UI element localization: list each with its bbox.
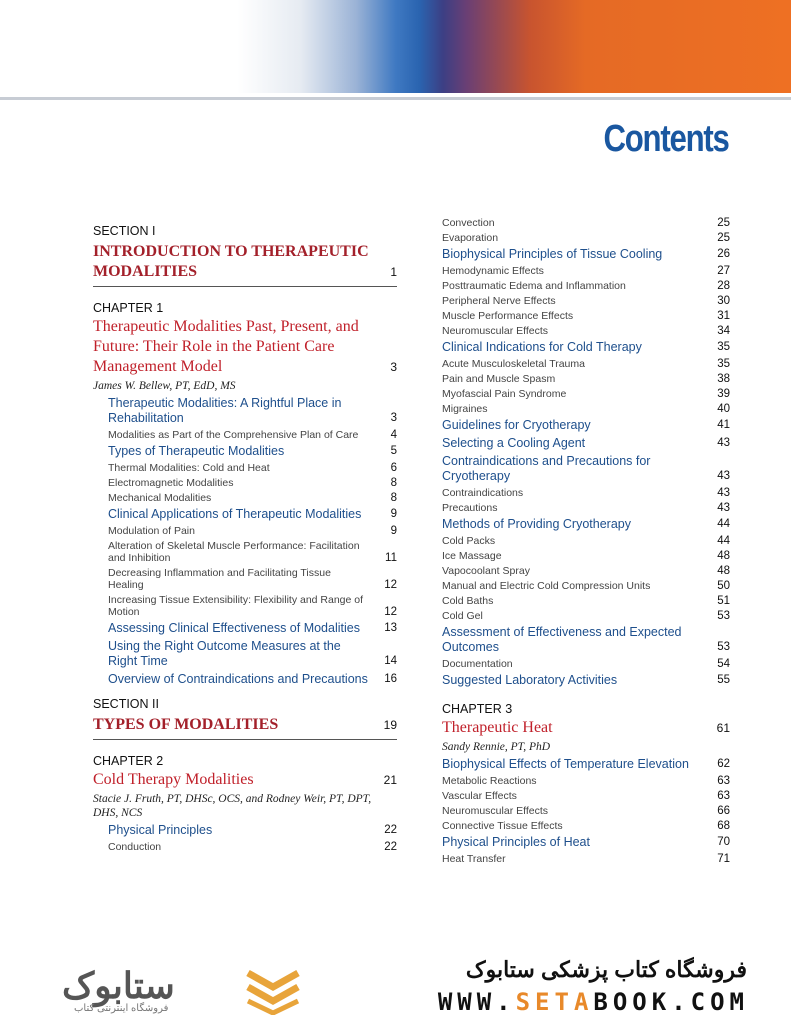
toc-subheading[interactable]	[93, 525, 397, 537]
entry-title: Biophysical Principles of Tissue Cooling	[442, 247, 663, 261]
page-number: 44	[717, 518, 730, 530]
page-number: 41	[717, 419, 730, 431]
toc-heading[interactable]	[442, 436, 730, 451]
page-number: 11	[385, 552, 397, 564]
page-number: 50	[717, 580, 730, 592]
section-label: SECTION I	[93, 224, 156, 238]
toc-left-column	[93, 214, 397, 853]
page-number: 53	[717, 610, 730, 622]
page-number: 14	[384, 655, 397, 667]
page-number: 51	[717, 595, 730, 607]
url-highlight: SETA	[515, 988, 594, 1016]
toc-subheading[interactable]	[442, 658, 730, 670]
toc-heading[interactable]	[93, 396, 397, 426]
entry-title: Increasing Tissue Extensibility: Flexibility and Range of Motion	[108, 594, 364, 618]
entry-title: INTRODUCTION TO THERAPEUTIC MODALITIES	[93, 243, 369, 280]
entry-title: Muscle Performance Effects	[442, 310, 574, 322]
toc-right-column	[442, 214, 730, 865]
toc-heading[interactable]	[442, 625, 730, 655]
toc-subheading[interactable]	[442, 487, 730, 499]
toc-heading[interactable]	[93, 823, 397, 838]
toc-heading[interactable]	[93, 672, 397, 687]
entry-title: Guidelines for Cryotherapy	[442, 418, 591, 432]
entry-title: Physical Principles of Heat	[442, 835, 590, 849]
entry-title: Assessing Clinical Effectiveness of Modalities	[108, 621, 360, 635]
toc-heading[interactable]	[93, 507, 397, 522]
toc-subheading[interactable]	[442, 232, 730, 244]
entry-title: Acute Musculoskeletal Trauma	[442, 358, 585, 370]
page-number: 9	[390, 508, 397, 520]
toc-subheading[interactable]	[442, 853, 730, 865]
toc-heading[interactable]	[442, 673, 730, 688]
page-number: 3	[390, 360, 397, 374]
page-number: 61	[716, 721, 730, 735]
entry-title: Heat Transfer	[442, 853, 506, 865]
toc-subheading[interactable]	[93, 492, 397, 504]
toc-subheading[interactable]	[93, 462, 397, 474]
entry-title: Convection	[442, 217, 495, 229]
page-number: 26	[717, 248, 730, 260]
chapter-author: James W. Bellew, PT, EdD, MS	[93, 380, 236, 392]
entry-title: Precautions	[442, 502, 498, 514]
toc-subheading[interactable]	[442, 535, 730, 547]
entry-title: Manual and Electric Cold Compression Units	[442, 580, 651, 592]
entry-title: Modalities as Part of the Comprehensive Plan of Care	[108, 429, 359, 441]
entry-title: Cold Packs	[442, 535, 496, 547]
entry-title: Methods of Providing Cryotherapy	[442, 517, 631, 531]
entry-title: Mechanical Modalities	[108, 492, 212, 504]
toc-heading[interactable]	[93, 444, 397, 459]
page-number: 22	[384, 824, 397, 836]
toc-subheading[interactable]	[93, 477, 397, 489]
entry-title: Modulation of Pain	[108, 525, 195, 537]
toc-subheading[interactable]	[442, 580, 730, 592]
toc-subheading[interactable]	[93, 567, 397, 591]
page-number: 12	[384, 579, 397, 591]
entry-title: Therapeutic Heat	[442, 719, 553, 736]
page-number: 1	[390, 265, 397, 279]
toc-subheading[interactable]	[442, 280, 730, 292]
page-number: 3	[390, 412, 397, 424]
page-number: 9	[390, 525, 397, 537]
page-number: 43	[717, 502, 730, 514]
page-number: 63	[717, 790, 730, 802]
entry-title: Contraindications and Precautions for Cryotherapy	[442, 454, 651, 483]
header-divider	[0, 97, 791, 100]
toc-subheading[interactable]	[442, 217, 730, 229]
toc-subheading[interactable]	[442, 265, 730, 277]
page-number: 21	[383, 773, 397, 787]
toc-subheading[interactable]	[442, 403, 730, 415]
page-number: 5	[390, 445, 397, 457]
page-number: 6	[390, 462, 397, 474]
toc-heading[interactable]	[442, 340, 730, 355]
page-number: 43	[717, 437, 730, 449]
toc-heading[interactable]	[442, 517, 730, 532]
page-number: 16	[384, 673, 397, 685]
toc-heading[interactable]	[442, 418, 730, 433]
toc-subheading[interactable]	[442, 790, 730, 802]
page-number: 54	[717, 658, 730, 670]
chapter-title[interactable]	[93, 317, 397, 377]
page-number: 25	[717, 217, 730, 229]
entry-title: Ice Massage	[442, 550, 502, 562]
page-number: 31	[717, 310, 730, 322]
page-number: 34	[717, 325, 730, 337]
entry-title: Cold Therapy Modalities	[93, 771, 254, 788]
entry-title: Types of Therapeutic Modalities	[108, 444, 285, 458]
page-number: 66	[717, 805, 730, 817]
page-number: 25	[717, 232, 730, 244]
toc-heading[interactable]	[442, 247, 730, 262]
entry-title: Suggested Laboratory Activities	[442, 673, 618, 687]
page-number: 48	[717, 550, 730, 562]
toc-subheading[interactable]	[93, 540, 397, 564]
page-number: 55	[717, 674, 730, 686]
page-number: 19	[383, 718, 397, 732]
page-number: 40	[717, 403, 730, 415]
toc-subheading[interactable]	[442, 805, 730, 817]
chapter-label: CHAPTER 2	[93, 754, 164, 768]
page-number: 30	[717, 295, 730, 307]
entry-title: Vascular Effects	[442, 790, 517, 802]
toc-subheading[interactable]	[442, 565, 730, 577]
header-gradient-banner	[0, 0, 791, 93]
part-title[interactable]	[93, 715, 397, 740]
section-label: SECTION II	[93, 697, 159, 711]
page-number: 8	[390, 492, 397, 504]
url-part-1: WWW.	[437, 988, 516, 1016]
entry-title: Using the Right Outcome Measures at the Right Time	[108, 639, 341, 668]
entry-title: Conduction	[108, 841, 162, 853]
page-number: 71	[717, 853, 730, 865]
entry-title: TYPES OF MODALITIES	[93, 716, 279, 733]
page-number: 35	[717, 341, 730, 353]
toc-subheading[interactable]	[442, 295, 730, 307]
chapter-author: Stacie J. Fruth, PT, DHSc, OCS, and Rodney Weir, PT, DPT, DHS, NCS	[93, 793, 372, 819]
page-number: 62	[717, 758, 730, 770]
chapter-author: Sandy Rennie, PT, PhD	[442, 741, 551, 753]
entry-title: Decreasing Inflammation and Facilitating Tissue Healing	[108, 567, 331, 591]
toc-subheading[interactable]	[442, 388, 730, 400]
entry-title: Physical Principles	[108, 823, 213, 837]
toc-subheading[interactable]	[93, 594, 397, 618]
logo-text: ستابوک	[62, 965, 175, 1006]
entry-title: Alteration of Skeletal Muscle Performance: Facilitation and Inhibition	[108, 540, 360, 564]
toc-subheading[interactable]	[442, 595, 730, 607]
entry-title: Evaporation	[442, 232, 499, 244]
page-number: 68	[717, 820, 730, 832]
toc-subheading[interactable]	[442, 358, 730, 370]
page-number: 39	[717, 388, 730, 400]
entry-title: Assessment of Effectiveness and Expected Outcomes	[442, 625, 682, 654]
toc-heading[interactable]	[442, 454, 730, 484]
toc-subheading[interactable]	[93, 841, 397, 853]
entry-title: Hemodynamic Effects	[442, 265, 544, 277]
page-number: 43	[717, 487, 730, 499]
page-title: Contents	[603, 118, 729, 160]
url-part-2: BOOK.COM	[593, 988, 749, 1016]
entry-title: Cold Baths	[442, 595, 494, 607]
page-number: 28	[717, 280, 730, 292]
chapter-title[interactable]	[93, 770, 397, 790]
page-number: 53	[717, 641, 730, 653]
page-number: 13	[384, 622, 397, 634]
entry-title: Migraines	[442, 403, 488, 415]
entry-title: Overview of Contraindications and Precautions	[108, 672, 368, 686]
part-title[interactable]	[93, 242, 397, 287]
entry-title: Electromagnetic Modalities	[108, 477, 234, 489]
toc-subheading[interactable]	[442, 820, 730, 832]
entry-title: Contraindications	[442, 487, 524, 499]
page-number: 35	[717, 358, 730, 370]
toc-subheading[interactable]	[442, 610, 730, 622]
toc-subheading[interactable]	[442, 775, 730, 787]
page-number: 22	[384, 841, 397, 853]
entry-title: Pain and Muscle Spasm	[442, 373, 556, 385]
entry-title: Biophysical Effects of Temperature Elevation	[442, 757, 689, 771]
entry-title: Clinical Indications for Cold Therapy	[442, 340, 642, 354]
entry-title: Clinical Applications of Therapeutic Modalities	[108, 507, 362, 521]
chevron-logo-icon	[238, 965, 308, 1015]
entry-title: Peripheral Nerve Effects	[442, 295, 556, 307]
chapter-label: CHAPTER 3	[442, 702, 513, 716]
page-number: 8	[390, 477, 397, 489]
page-number: 44	[717, 535, 730, 547]
logo-subtitle: فروشگاه اینترنتی کتاب	[74, 1003, 169, 1014]
toc-subheading[interactable]	[93, 429, 397, 441]
toc-heading[interactable]	[442, 835, 730, 850]
page-number: 12	[384, 606, 397, 618]
entry-title: Thermal Modalities: Cold and Heat	[108, 462, 270, 474]
chapter-title[interactable]	[442, 718, 730, 738]
toc-subheading[interactable]	[442, 502, 730, 514]
entry-title: Therapeutic Modalities: A Rightful Place in Rehabilitation	[108, 396, 342, 425]
entry-title: Neuromuscular Effects	[442, 325, 549, 337]
chapter-label: CHAPTER 1	[93, 301, 164, 315]
page-number: 70	[717, 836, 730, 848]
page-number: 4	[390, 429, 397, 441]
entry-title: Selecting a Cooling Agent	[442, 436, 586, 450]
entry-title: Metabolic Reactions	[442, 775, 537, 787]
page-number: 38	[717, 373, 730, 385]
entry-title: Documentation	[442, 658, 513, 670]
entry-title: Connective Tissue Effects	[442, 820, 563, 832]
toc-heading[interactable]	[93, 639, 397, 669]
page-number: 48	[717, 565, 730, 577]
shop-url[interactable]	[438, 988, 749, 1016]
toc-subheading[interactable]	[442, 310, 730, 322]
shop-name: فروشگاه کتاب پزشکی ستابوک	[465, 957, 747, 982]
page-number: 27	[717, 265, 730, 277]
entry-title: Cold Gel	[442, 610, 483, 622]
entry-title: Vapocoolant Spray	[442, 565, 530, 577]
toc-subheading[interactable]	[442, 325, 730, 337]
entry-title: Myofascial Pain Syndrome	[442, 388, 567, 400]
toc-heading[interactable]	[93, 621, 397, 636]
entry-title: Posttraumatic Edema and Inflammation	[442, 280, 626, 292]
page-number: 43	[717, 470, 730, 482]
entry-title: Neuromuscular Effects	[442, 805, 549, 817]
toc-subheading[interactable]	[442, 550, 730, 562]
page-number: 63	[717, 775, 730, 787]
entry-title: Therapeutic Modalities Past, Present, and Future: Their Role in the Patient Care Management Model	[93, 318, 359, 375]
toc-subheading[interactable]	[442, 373, 730, 385]
toc-heading[interactable]	[442, 757, 730, 772]
